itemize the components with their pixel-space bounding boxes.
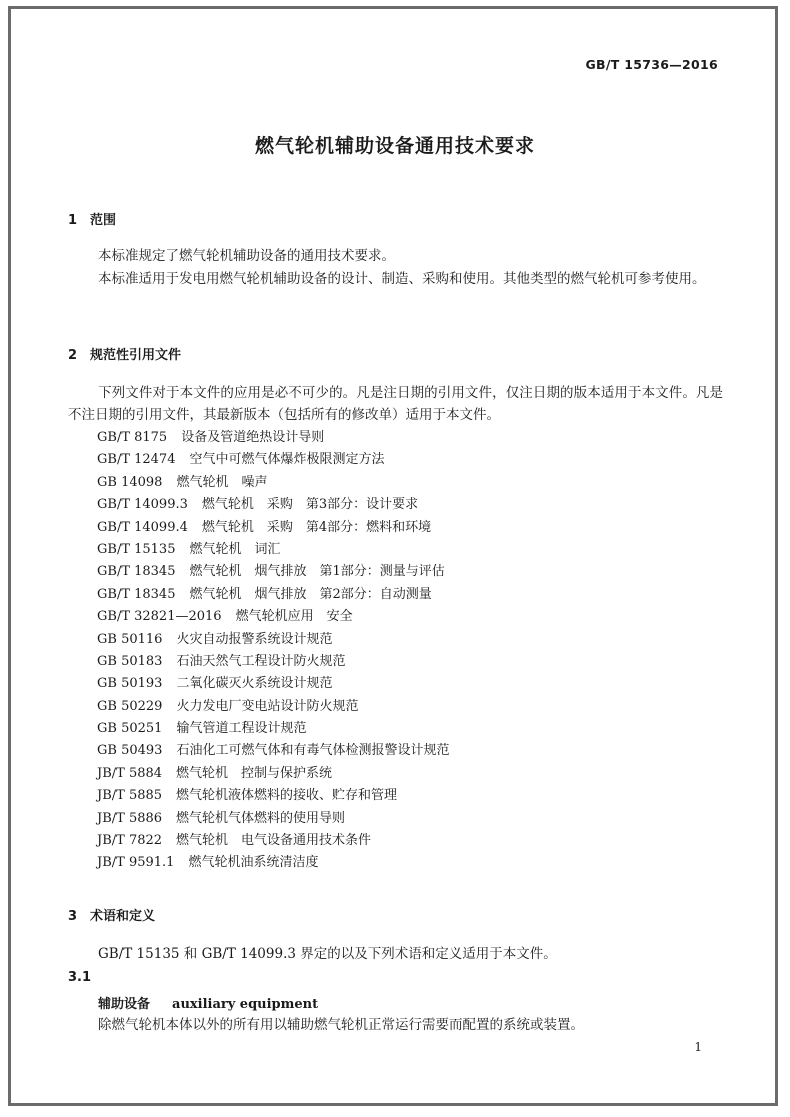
- reference-title: 燃气轮机 词汇: [189, 541, 281, 557]
- reference-item: [97, 584, 449, 606]
- section-1-paragraph-2: 本标准适用于发电用燃气轮机辅助设备的设计、制造、采购和使用。其他类型的燃气轮机可参考使用。: [98, 271, 706, 287]
- page-number: 1: [694, 1040, 702, 1054]
- section-3-heading: [68, 905, 155, 924]
- reference-code: GB/T 32821—2016: [97, 609, 222, 625]
- reference-title: 燃气轮机 电气设备通用技术条件: [176, 833, 372, 849]
- reference-title: 火灾自动报警系统设计规范: [176, 631, 333, 647]
- standard-code: GB/T 15736—2016: [585, 57, 718, 72]
- reference-code: GB/T 14099.4: [97, 519, 188, 535]
- reference-title: 燃气轮机 噪声: [176, 474, 268, 490]
- section-1-title: 范围: [90, 213, 117, 228]
- reference-code: GB/T 18345: [97, 586, 176, 602]
- term-chinese: 辅助设备: [98, 997, 151, 1012]
- reference-title: 燃气轮机油系统清洁度: [188, 855, 319, 871]
- reference-item: [97, 696, 449, 718]
- reference-code: GB 50183: [97, 653, 163, 669]
- reference-item: [97, 427, 449, 449]
- reference-item: [97, 673, 449, 695]
- section-2-number: 2: [68, 348, 78, 363]
- reference-item: [97, 763, 449, 785]
- reference-code: GB 50229: [97, 698, 163, 714]
- reference-title: 燃气轮机 烟气排放 第2部分：自动测量: [189, 586, 432, 602]
- reference-list: [97, 427, 449, 875]
- reference-title: 石油化工可燃气体和有毒气体检测报警设计规范: [176, 743, 450, 759]
- reference-code: GB 50116: [97, 631, 163, 647]
- reference-code: GB/T 18345: [97, 564, 176, 580]
- reference-title: 输气管道工程设计规范: [176, 721, 307, 737]
- section-3-title: 术语和定义: [90, 909, 156, 924]
- term-entry: [98, 993, 318, 1012]
- reference-title: 空气中可燃气体爆炸极限测定方法: [189, 452, 385, 468]
- section-1-paragraph-1: 本标准规定了燃气轮机辅助设备的通用技术要求。: [98, 248, 395, 264]
- reference-code: GB/T 8175: [97, 430, 168, 445]
- reference-item: [97, 494, 449, 516]
- reference-item: [97, 561, 449, 583]
- reference-item: [97, 606, 449, 628]
- reference-code: GB 50493: [97, 743, 163, 759]
- reference-item: [97, 852, 449, 874]
- reference-title: 火力发电厂变电站设计防火规范: [176, 698, 359, 714]
- reference-code: GB 14098: [97, 474, 163, 490]
- reference-title: 燃气轮机气体燃料的使用导则: [176, 810, 346, 826]
- reference-title: 燃气轮机 采购 第3部分：设计要求: [201, 497, 419, 513]
- reference-item: [97, 740, 449, 762]
- reference-item: [97, 808, 449, 830]
- term-definition: 除燃气轮机本体以外的所有用以辅助燃气轮机正常运行需要而配置的系统或装置。: [98, 1017, 584, 1033]
- reference-code: JB/T 5884: [97, 765, 163, 781]
- reference-code: JB/T 5886: [97, 810, 163, 826]
- reference-code: JB/T 9591.1: [97, 855, 175, 871]
- reference-code: GB/T 12474: [97, 452, 176, 468]
- document-title: 燃气轮机辅助设备通用技术要求: [254, 135, 535, 157]
- section-1-number: 1: [68, 213, 78, 228]
- reference-title: 燃气轮机 控制与保护系统: [176, 765, 333, 781]
- reference-code: JB/T 7822: [97, 833, 163, 849]
- section-2-intro: 下列文件对于本文件的应用是必不可少的。凡是注日期的引用文件，仅注日期的版本适用于本文件。凡是不注日期的引用文件，其最新版本（包括所有的修改单）适用于本文件。: [68, 385, 723, 423]
- reference-item: [97, 449, 449, 471]
- reference-item: [97, 830, 449, 852]
- reference-item: [97, 539, 449, 561]
- section-2-title: 规范性引用文件: [90, 348, 182, 363]
- reference-item: [97, 651, 449, 673]
- reference-title: 燃气轮机 采购 第4部分：燃料和环境: [201, 519, 432, 535]
- reference-item: [97, 517, 449, 539]
- reference-code: GB 50251: [97, 721, 163, 737]
- term-english: auxiliary equipment: [172, 997, 319, 1012]
- section-2-heading: [68, 344, 181, 363]
- reference-title: 设备及管道绝热设计导则: [181, 430, 325, 445]
- reference-title: 石油天然气工程设计防火规范: [176, 653, 346, 669]
- reference-code: JB/T 5885: [97, 788, 163, 804]
- reference-item: [97, 718, 449, 740]
- reference-item: [97, 629, 449, 651]
- reference-item: [97, 472, 449, 494]
- reference-title: 二氧化碳灭火系统设计规范: [176, 676, 333, 692]
- reference-code: GB/T 15135: [97, 541, 176, 557]
- reference-title: 燃气轮机应用 安全: [235, 609, 353, 625]
- reference-code: GB/T 14099.3: [97, 497, 188, 513]
- section-1-heading: [68, 209, 116, 228]
- section-3-number: 3: [68, 909, 78, 924]
- section-3-intro: GB/T 15135 和 GB/T 14099.3 界定的以及下列术语和定义适用于本文件。: [98, 946, 557, 962]
- reference-title: 燃气轮机 烟气排放 第1部分：测量与评估: [189, 564, 445, 580]
- reference-code: GB 50193: [97, 676, 163, 692]
- term-number: 3.1: [68, 970, 92, 985]
- reference-title: 燃气轮机液体燃料的接收、贮存和管理: [176, 788, 398, 804]
- reference-item: [97, 785, 449, 807]
